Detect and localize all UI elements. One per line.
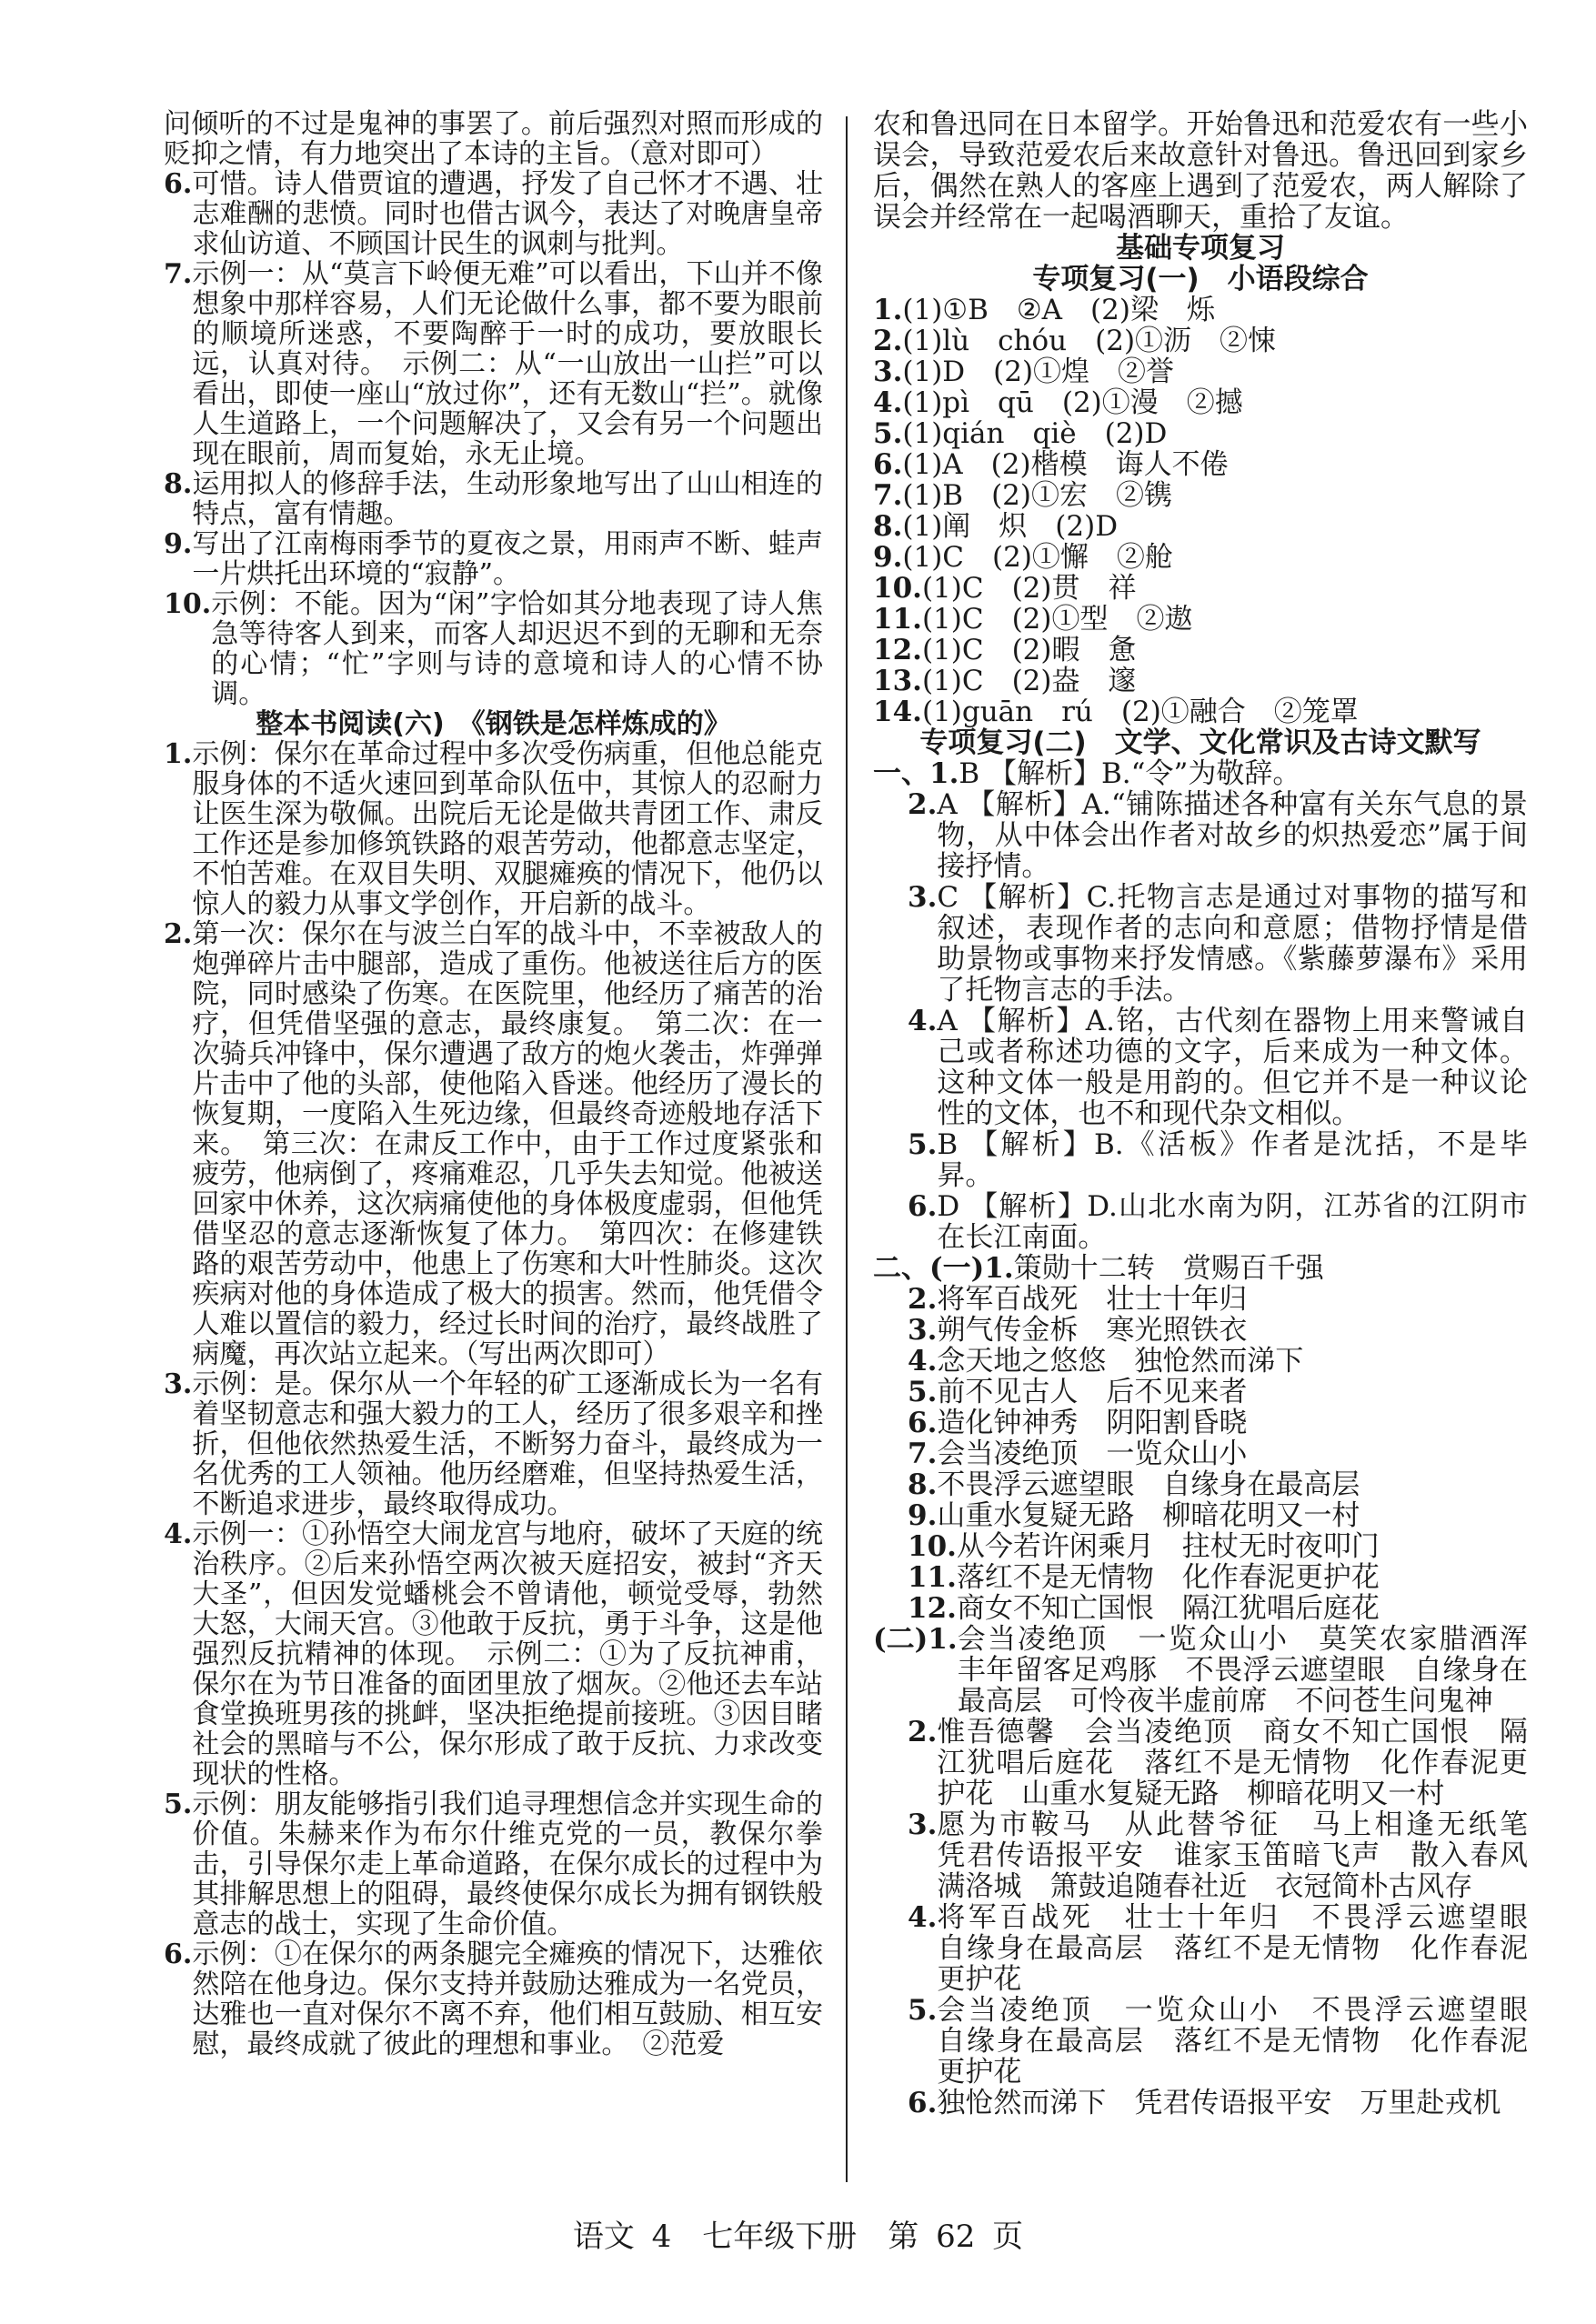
item-text: 示例一：①孙悟空大闹龙宫与地府，破坏了天庭的统治秩序。②后来孙悟空两次被天庭招安，被封“齐天大圣”，但因发觉蟠桃会不曾请他，顿觉受辱，勃然大怒，大闹天宫。③他敢于反抗，勇于斗争，这是他强烈反抗精神的体现。 示例二：①为了反抗神甫，保尔在为节日准备的面团里放了烟灰。②他还去车站食堂换班男孩的挑衅，坚决拒绝提前接班。③因目睹社会的黑暗与不公，保尔形成了敢于反抗、力求改变现状的性格。 — [192, 1518, 823, 1790]
answer-item — [873, 1531, 1528, 1562]
item-number: 1. — [873, 294, 903, 326]
item-text: (1)C (2)暇 惫 — [921, 634, 1137, 666]
answer-item — [164, 1369, 823, 1519]
item-number: 3. — [873, 356, 903, 388]
item-text: 落红不是无情物 化作春泥更护花 — [956, 1561, 1380, 1594]
item-number: 7. — [908, 1437, 938, 1470]
item-number: 2. — [164, 918, 193, 950]
review-two-part-two-b — [873, 1623, 1556, 2119]
item-number: 1. — [164, 738, 193, 770]
review-two-part-two-a — [873, 1253, 1528, 1624]
review-one-title: 专项复习(一) 小语段综合 — [1032, 263, 1369, 296]
item-number: 3. — [164, 1368, 193, 1400]
answer-item — [164, 1519, 823, 1789]
answer-item — [873, 1562, 1528, 1593]
item-number: 10. — [908, 1530, 957, 1563]
item-text: B 【解析】B.《活板》作者是沈括，不是毕昇。 — [937, 1128, 1528, 1192]
item-number: 5. — [908, 1994, 938, 2027]
item-number: 2. — [908, 1283, 938, 1316]
item-text: 前不见古人 后不见来者 — [937, 1376, 1248, 1408]
item-number: 12. — [873, 634, 922, 666]
item-text: (1)C (2)①型 ②遨 — [921, 603, 1193, 636]
item-number: 7. — [873, 479, 903, 512]
answer-item — [164, 259, 823, 469]
item-number: 8. — [908, 1468, 938, 1501]
item-text: 独怆然而涕下 凭君传语报平安 万里赴戎机 — [937, 2087, 1501, 2119]
item-number: 6. — [873, 448, 903, 481]
answer-item — [873, 758, 1528, 789]
item-number: 6. — [164, 1938, 193, 1970]
item-number: 11. — [873, 603, 922, 636]
answer-item — [873, 1717, 1528, 1809]
item-number: 2. — [873, 325, 903, 357]
column-divider — [846, 116, 848, 2182]
item-text: A 【解析】A.“铺陈描述各种富有关东气息的景物，从中体会出作者对故乡的炽热爱恋”属于间接抒情。 — [937, 788, 1528, 883]
item-number: 12. — [908, 1592, 957, 1625]
item-number: 4. — [908, 1005, 938, 1037]
item-text: (1)C (2)贯 祥 — [921, 572, 1137, 605]
answer-item — [164, 1939, 823, 2059]
item-text: B 【解析】B.“令”为敬辞。 — [959, 757, 1301, 790]
answer-item — [873, 2088, 1528, 2119]
item-number: 10. — [164, 588, 212, 620]
answer-item — [873, 573, 1528, 604]
item-text: (1)pì qū (2)①漫 ②撼 — [902, 386, 1243, 419]
answer-item — [873, 1994, 1556, 2089]
answer-item — [873, 511, 1528, 542]
item-text: 第一次：保尔在与波兰白军的战斗中，不幸被敌人的炮弹碎片击中腿部，造成了重伤。他被送往后方的医院，同时感染了伤寒。在医院里，他经历了痛苦的治疗，但凭借坚强的意志，最终康复。 第二次：在一次骑兵冲锋中，保尔遭遇了敌方的炮火袭击，炸弹弹片击中了他的头部，使他陷入昏迷。他经历了漫长的恢复期，一度陷入生死边缘，但最终奇迹般地存活下来。 第三次：在肃反工作中，由于工作过度紧张和疲劳，他病倒了，疼痛难忍，几乎失去知觉。他被送回家中休养，这次病痛使他的身体极度虚弱，但他凭借坚忍的意志逐渐恢复了体力。 第四次：在修建铁路的艰苦劳动中，他患上了伤寒和大叶性肺炎。这次疾病对他的身体造成了极大的损害。然而，他凭借令人难以置信的毅力，经过长时间的治疗，最终战胜了病魔，再次站立起来。（写出两次即可） — [192, 918, 823, 1370]
answer-item — [164, 169, 823, 259]
answer-item — [164, 469, 823, 529]
item-text: (1)D (2)①煌 ②誉 — [902, 356, 1175, 388]
item-text: (1)B (2)①宏 ②镌 — [902, 479, 1172, 512]
answer-item — [873, 604, 1528, 635]
answer-item — [873, 1315, 1528, 1346]
item-number: 9. — [908, 1499, 938, 1532]
item-text: (1)阐 炽 (2)D — [902, 510, 1119, 543]
item-text: 不畏浮云遮望眼 自缘身在最高层 — [937, 1468, 1360, 1501]
item-text: C 【解析】C.托物言志是通过对事物的描写和叙述，表现作者的志向和意愿；借物抒情是借助景物或事物来抒发情感。《紫藤萝瀑布》采用了托物言志的手法。 — [937, 881, 1528, 1007]
item-number: 2. — [908, 788, 938, 821]
item-text: 朔气传金柝 寒光照铁衣 — [937, 1314, 1248, 1347]
answer-item — [873, 1377, 1528, 1407]
answer-item — [873, 789, 1528, 882]
item-text: 将军百战死 壮士十年归 不畏浮云遮望眼 自缘身在最高层 落红不是无情物 化作春泥更护花 — [937, 1901, 1556, 1996]
answer-item — [873, 418, 1528, 449]
item-text: (1)lù chóu (2)①沥 ②悚 — [902, 325, 1277, 357]
answer-item — [873, 1623, 1556, 1718]
item-text: 将军百战死 壮士十年归 — [937, 1283, 1248, 1316]
item-text: (1)C (2)①懈 ②舱 — [902, 541, 1173, 574]
item-number: 3. — [908, 881, 938, 914]
answer-item — [873, 666, 1528, 696]
answer-item — [873, 1438, 1528, 1469]
item-text: 会当凌绝顶 一览众山小 — [937, 1437, 1248, 1470]
item-text: 示例一：从“莫言下岭便无难”可以看出，下山并不像想象中那样容易，人们无论做什么事，都不要为眼前的顺境所迷惑，不要陶醉于一时的成功，要放眼长远，认真对待。 示例二：从“一山放出一山拦”可以看出，即使一座山“放过你”，还有无数山“拦”。就像人生道路上，一个问题解决了，又会有另一个问题出现在眼前，周而复始，永无止境。 — [192, 258, 823, 470]
item-text: A 【解析】A.铭，古代刻在器物上用来警诫自己或者称述功德的文字，后来成为一种文体。这种文体一般是用韵的。但它并不是一种议论性的文体，也不和现代杂文相似。 — [937, 1005, 1528, 1130]
answer-item — [873, 449, 1528, 480]
answer-item — [873, 696, 1528, 727]
left-column — [164, 109, 823, 2059]
item-text: 示例：①在保尔的两条腿完全瘫痪的情况下，达雅依然陪在他身边。保尔支持并鼓励达雅成为一名党员，达雅也一直对保尔不离不弃，他们相互鼓励、相互安慰，最终成就了彼此的理想和事业。 ②范爱 — [192, 1938, 823, 2060]
left-items-book — [164, 739, 823, 2059]
item-number: 6. — [908, 1190, 938, 1223]
review-two-title: 专项复习(二) 文学、文化常识及古诗文默写 — [919, 726, 1481, 759]
answer-item — [873, 480, 1528, 511]
answer-item — [873, 387, 1528, 418]
item-text: (1)guān rú (2)①融合 ②笼罩 — [921, 696, 1359, 728]
answer-item — [164, 919, 823, 1369]
item-text: 写出了江南梅雨季节的夏夜之景，用雨声不断、蛙声一片烘托出环境的“寂静”。 — [192, 528, 823, 590]
item-number: 9. — [164, 528, 193, 560]
basic-review-title: 基础专项复习 — [1116, 232, 1285, 265]
answer-item — [873, 326, 1528, 356]
item-text: 念天地之悠悠 独怆然而涕下 — [937, 1345, 1304, 1377]
answer-item — [873, 356, 1528, 387]
item-text: D 【解析】D.山北水南为阴，江苏省的江阴市在长江南面。 — [937, 1190, 1528, 1254]
answer-item — [164, 739, 823, 919]
right-column — [873, 108, 1556, 2119]
item-number: 5. — [908, 1128, 938, 1161]
item-number: 8. — [164, 468, 193, 500]
answer-item — [873, 1253, 1528, 1284]
item-number: 2. — [908, 1716, 938, 1748]
answer-item — [873, 542, 1528, 573]
item-number: (二)1. — [873, 1623, 958, 1656]
item-text: 惟吾德馨 会当凌绝顶 商女不知亡国恨 隔江犹唱后庭花 落红不是无情物 化作春泥更护花 山重水复疑无路 柳暗花明又一村 — [937, 1716, 1528, 1810]
answer-item — [873, 1593, 1528, 1624]
item-text: 示例：保尔在革命过程中多次受伤病重，但他总能克服身体的不适火速回到革命队伍中，其惊人的忍耐力让医生深为敬佩。出院后无论是做共青团工作、肃反工作还是参加修筑铁路的艰苦劳动，他都意志坚定，不怕苦难。在双目失明、双腿瘫痪的情况下，他仍以惊人的毅力从事文学创作，开启新的战斗。 — [192, 738, 823, 920]
item-number: 5. — [164, 1788, 193, 1820]
item-number: 6. — [908, 1407, 938, 1439]
item-number: 4. — [164, 1518, 193, 1550]
item-text: 从今若许闲乘月 拄杖无时夜叩门 — [956, 1530, 1380, 1563]
book-reading-title: 整本书阅读(六) 《钢铁是怎样炼成的》 — [256, 708, 731, 740]
item-text: (1)qián qiè (2)D — [902, 417, 1168, 450]
answer-item — [164, 589, 823, 709]
item-number: 5. — [908, 1376, 938, 1408]
item-text: 愿为市鞍马 从此替爷征 马上相逢无纸笔 凭君传语报平安 谁家玉笛暗飞声 散入春风满洛城 箫鼓追随春社近 衣冠简朴古风存 — [937, 1808, 1556, 1903]
item-number: 5. — [873, 417, 903, 450]
item-number: 6. — [908, 2087, 938, 2119]
answer-item — [873, 1500, 1528, 1531]
review-one-answers — [873, 295, 1528, 727]
item-text: 策勋十二转 赏赐百千强 — [1013, 1252, 1324, 1285]
right-continuation: 农和鲁迅同在日本留学。开始鲁迅和范爱农有一些小误会，导致范爱农后来故意针对鲁迅。鲁迅回到家乡后，偶然在熟人的客座上遇到了范爱农，两人解除了误会并经常在一起喝酒聊天，重拾了友谊。 — [873, 108, 1528, 234]
answer-item — [873, 635, 1528, 666]
item-text: 山重水复疑无路 柳暗花明又一村 — [937, 1499, 1360, 1532]
item-number: 10. — [873, 572, 922, 605]
answer-item — [873, 1407, 1528, 1438]
left-intro: 问倾听的不过是鬼神的事罢了。前后强烈对照而形成的贬抑之情，有力地突出了本诗的主旨。（意对即可） — [164, 108, 823, 170]
item-text: (1)A (2)楷模 诲人不倦 — [902, 448, 1229, 481]
page-footer: 语文 4 七年级下册 第 62 页 — [572, 2219, 1024, 2255]
item-number: 14. — [873, 696, 922, 728]
answer-item — [873, 882, 1528, 1006]
review-two-part-one — [873, 758, 1528, 1253]
item-number: 一、1. — [873, 757, 959, 790]
item-number: 3. — [908, 1808, 938, 1841]
item-text: 商女不知亡国恨 隔江犹唱后庭花 — [956, 1592, 1380, 1625]
item-number: 7. — [164, 258, 193, 290]
item-text: 示例：不能。因为“闲”字恰如其分地表现了诗人焦急等待客人到来，而客人却迟迟不到的无聊和无奈的心情；“忙”字则与诗的意境和诗人的心情不协调。 — [211, 588, 823, 710]
answer-item — [164, 1789, 823, 1939]
item-number: 8. — [873, 510, 903, 543]
item-number: 11. — [908, 1561, 957, 1594]
answer-item — [873, 1006, 1528, 1129]
answer-item — [873, 1469, 1528, 1500]
answer-item — [873, 1808, 1556, 1903]
item-number: 13. — [873, 665, 922, 697]
item-number: 3. — [908, 1314, 938, 1347]
answer-item — [873, 1191, 1528, 1253]
item-text: 可惜。诗人借贾谊的遭遇，抒发了自己怀才不遇、壮志难酬的悲愤。同时也借古讽今，表达了对晚唐皇帝求仙访道、不顾国计民生的讽刺与批判。 — [192, 168, 823, 260]
answer-item — [873, 1284, 1528, 1315]
item-number: 4. — [908, 1901, 938, 1934]
item-number: 二、(一)1. — [873, 1252, 1014, 1285]
item-number: 9. — [873, 541, 903, 574]
item-text: 会当凌绝顶 一览众山小 莫笑农家腊酒浑 丰年留客足鸡豚 不畏浮云遮望眼 自缘身在最高层 可怜夜半虚前席 不问苍生问鬼神 — [957, 1623, 1556, 1718]
item-number: 6. — [164, 168, 193, 200]
item-text: (1)C (2)盎 邃 — [921, 665, 1137, 697]
item-text: 示例：朋友能够指引我们追寻理想信念并实现生命的价值。朱赫来作为布尔什维克党的一员，教保尔拳击，引导保尔走上革命道路，在保尔成长的过程中为其排解思想上的阻碍，最终使保尔成长为拥有钢铁般意志的战士，实现了生命价值。 — [192, 1788, 823, 1940]
answer-item — [873, 295, 1528, 326]
answer-item — [873, 1346, 1528, 1377]
item-number: 4. — [908, 1345, 938, 1377]
item-text: 示例：是。保尔从一个年轻的矿工逐渐成长为一名有着坚韧意志和强大毅力的工人，经历了很多艰辛和挫折，但他依然热爱生活，不断努力奋斗，最终成为一名优秀的工人领袖。他历经磨难，但坚持热爱生活，不断追求进步，最终取得成功。 — [192, 1368, 823, 1520]
item-text: (1)①B ②A (2)梁 烁 — [902, 294, 1215, 326]
item-text: 会当凌绝顶 一览众山小 不畏浮云遮望眼 自缘身在最高层 落红不是无情物 化作春泥更护花 — [937, 1994, 1556, 2089]
left-items-top — [164, 169, 823, 709]
answer-item — [164, 529, 823, 589]
item-text: 造化钟神秀 阴阳割昏晓 — [937, 1407, 1248, 1439]
item-text: 运用拟人的修辞手法，生动形象地写出了山山相连的特点，富有情趣。 — [192, 468, 823, 530]
item-number: 4. — [873, 386, 903, 419]
answer-item — [873, 1901, 1556, 1996]
answer-item — [873, 1129, 1528, 1191]
